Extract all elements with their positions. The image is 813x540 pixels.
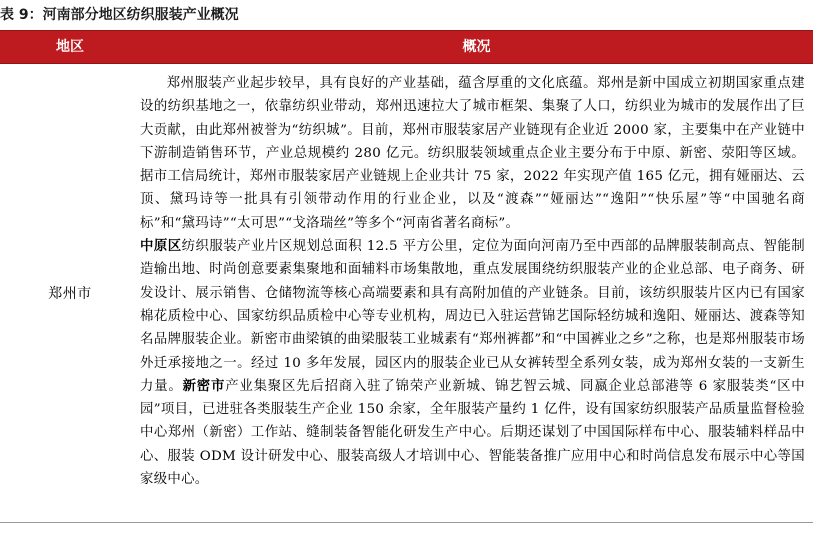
table-caption (0, 0, 813, 30)
district-label-xinmi: 新密市 (182, 377, 226, 394)
district-text-xinmi: 产业集聚区先后招商入驻了锦荣产业新城、锦艺智云城、同嬴企业总部港等 6 家服装类“区中园”项目，已进驻各类服装生产企业 150 余家，全年服装产量约 1 亿件，设有国家纺织服装产品质量监督检验中心郑州（新密）工作站、缝制装备智能化研发生产中心。后期还谋划了中国国际样布中心、服装辅料样品中心、服装 ODM 设计研发中心、服装高级人才培训中心、智能装备推广应用中心和时尚信息发布展示中心等国家级中心。 (140, 378, 805, 488)
overview-district-paragraph (140, 235, 805, 491)
table-row (0, 64, 813, 523)
column-header-overview: 概况 (462, 39, 491, 55)
table-number: 表 9： (0, 7, 43, 23)
column-header-region: 地区 (56, 39, 84, 55)
district-label-zhongyuan: 中原区 (140, 238, 182, 255)
table-title: 河南部分地区纺织服装产业概况 (42, 7, 239, 23)
region-cell: 郑州市 (48, 286, 92, 302)
district-text-zhongyuan: 纺织服装产业片区规划总面积 12.5 平方公里，定位为面向河南乃至中西部的品牌服装制高点、智能制造输出地、时尚创意要素集聚地和面辅料市场集散地，重点发展围绕纺织服装产业的企业总部、电子商务、研发设计、展示销售、仓储物流等核心高端要素和具有高附加值的产业链条。目前，该纺织服装片区内已有国家棉花质检中心、国家纺织品质检中心等专业机构，周边已入驻运营锦艺国际轻纺城和逸阳、娅丽达、渡森等知名品牌服装企业。新密市曲梁镇的曲梁服装工业城素有“郑州裤都”和“中国裤业之乡”之称，也是郑州服装市场外迁承接地之一。经过 10 多年发展，园区内的服装企业已从女裤转型全系列女装，成为郑州女装的一支新生力量。 (140, 239, 805, 394)
overview-cell (140, 72, 805, 491)
table-header-row (0, 30, 813, 64)
industry-overview-table (0, 30, 813, 523)
overview-intro-paragraph: 郑州服装产业起步较早，具有良好的产业基础，蕴含厚重的文化底蕴。郑州是新中国成立初期国家重点建设的纺织基地之一，依靠纺织业带动，郑州迅速拉大了城市框架、集聚了人口，纺织业为城市的发展作出了巨大贡献，由此郑州被誉为“纺织城”。目前，郑州市服装家居产业链现有企业近 2000 家，主要集中在产业链中下游制造销售环节，产业总规模约 280 亿元。纺织服装领域重点企业主要分布于中原、新密、荥阳等区域。据市工信局统计，郑州市服装家居产业链规上企业共计 75 家，2022 年实现产值 165 亿元，拥有娅丽达、云顶、黛玛诗等一批具有引领带动作用的行业企业，以及“渡森”“娅丽达”“逸阳”“快乐屋”等“中国驰名商标”和“黛玛诗”“太可思”“戈洛瑞丝”等多个“河南省著名商标”。 (140, 76, 805, 231)
